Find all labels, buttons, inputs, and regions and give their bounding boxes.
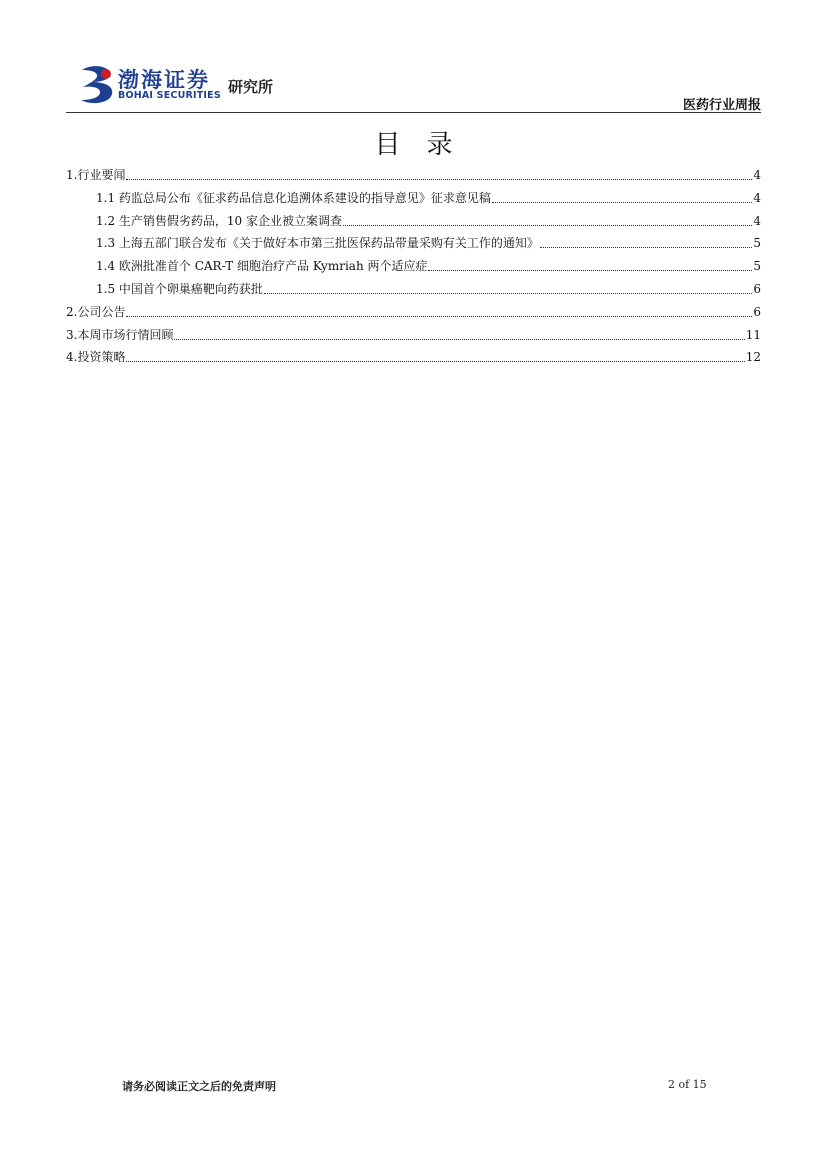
toc-entry-label: 1.1 药监总局公布《征求药品信息化追溯体系建设的指导意见》征求意见稿 (96, 190, 491, 205)
logo-english-name: BOHAI SECURITIES (118, 90, 221, 101)
toc-dot-leader (126, 352, 744, 362)
toc-dot-leader (343, 216, 752, 226)
toc-dot-leader (174, 330, 744, 340)
toc-dot-leader (492, 193, 752, 203)
toc-entry[interactable] (66, 212, 761, 235)
toc-entry-label: 1.行业要闻 (66, 168, 126, 182)
logo-chinese-name: 渤海证券 (118, 67, 210, 92)
toc-entry[interactable] (66, 189, 761, 212)
page-indicator: 2 of 15 (668, 1078, 707, 1091)
toc-dot-leader (428, 261, 752, 271)
institute-name: 研究所 (228, 78, 274, 96)
toc-entry[interactable] (66, 257, 761, 280)
toc-entry-page: 4 (753, 190, 761, 205)
header-divider (66, 112, 761, 113)
toc-entry[interactable] (66, 303, 761, 326)
toc-dot-leader (126, 170, 752, 180)
toc-entry-page: 6 (753, 304, 761, 319)
toc-entry-page: 4 (753, 168, 761, 182)
toc-entry-label: 1.5 中国首个卵巢癌靶向药获批 (96, 281, 263, 296)
toc-entry[interactable] (66, 234, 761, 257)
toc-entry-label: 2.公司公告 (66, 304, 126, 319)
toc-entry-label: 1.4 欧洲批准首个 CAR-T 细胞治疗产品 Kymriah 两个适应症 (96, 259, 428, 274)
toc-entry-page: 5 (753, 259, 761, 274)
toc-entry[interactable] (66, 280, 761, 303)
company-logo (78, 62, 298, 108)
bohai-logo-icon (78, 64, 116, 104)
toc-dot-leader (126, 307, 752, 317)
toc-entry[interactable] (66, 166, 761, 189)
disclaimer-note: 请务必阅读正文之后的免责声明 (122, 1080, 276, 1093)
toc-dot-leader (264, 284, 752, 294)
toc-title: 目录 (374, 130, 479, 160)
toc-entry[interactable] (66, 348, 761, 371)
toc-entry-page: 12 (745, 350, 761, 365)
report-type-label: 医药行业周报 (682, 98, 761, 113)
table-of-contents (66, 166, 761, 371)
toc-entry-page: 11 (745, 327, 761, 342)
toc-entry-page: 6 (753, 281, 761, 296)
toc-dot-leader (540, 238, 752, 248)
toc-entry-label: 1.3 上海五部门联合发布《关于做好本市第三批医保药品带量采购有关工作的通知》 (96, 236, 539, 251)
toc-entry-page: 4 (753, 213, 761, 228)
toc-entry-label: 3.本周市场行情回顾 (66, 327, 174, 342)
toc-entry-label: 4.投资策略 (66, 350, 126, 365)
toc-entry-page: 5 (753, 236, 761, 251)
toc-entry[interactable] (66, 326, 761, 349)
toc-entry-label: 1.2 生产销售假劣药品，10 家企业被立案调查 (96, 213, 342, 228)
